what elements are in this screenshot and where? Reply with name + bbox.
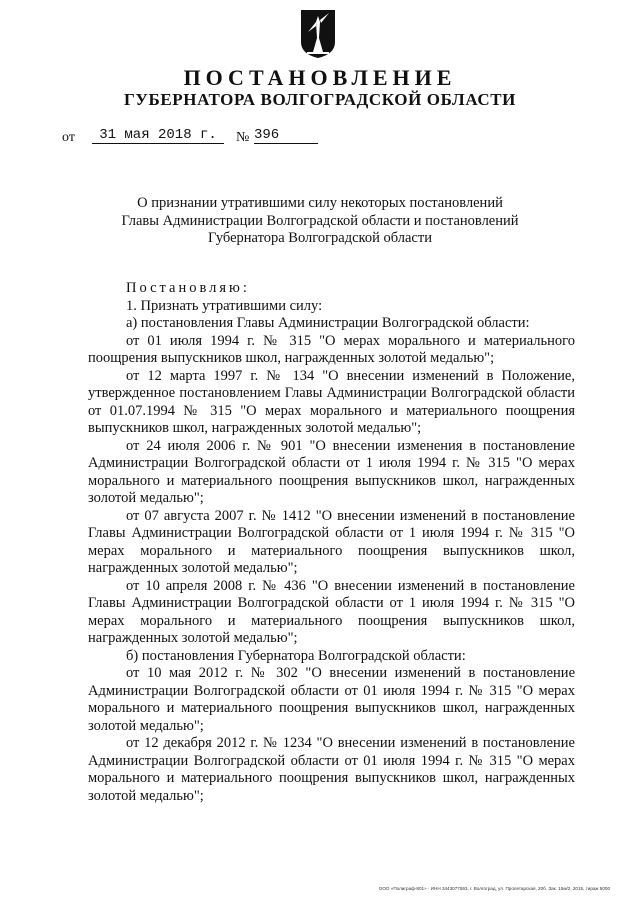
date-prefix: от [62,130,75,145]
document-subject [100,195,540,248]
list-item: от 07 августа 2007 г. № 1412 "О внесении изменений в постановление Главы Администрации Волгоградской области от 1 июля 1994 г. № 315 "О мерах морального и материального поощрения выпускников школ, награжденных золотой медалью"; [88,507,575,576]
document-body [88,280,575,805]
document-number: 396 [254,127,318,144]
printer-imprint: ООО «Полиграф-801» · ИНН 3443077593, г. Волгоград, ул. Пролетарская, 20б. Зак. 15м/2, 2015, тираж 5000 [378,886,610,891]
subclause-a-heading: а) постановления Главы Администрации Волгоградской области: [126,315,530,331]
document-date: 31 мая 2018 г. [92,127,224,144]
subclause-b-heading: б) постановления Губернатора Волгоградской области: [126,647,466,664]
document-subtitle: ГУБЕРНАТОРА ВОЛГОГРАДСКОЙ ОБЛАСТИ [124,90,516,109]
subject-line: Главы Администрации Волгоградской области и постановлений [121,212,519,229]
list-item: от 01 июля 1994 г. № 315 "О мерах морального и материального поощрения выпускников школ, награжденных золотой медалью"; [88,332,575,366]
list-item: от 10 мая 2012 г. № 302 "О внесении изменений в постановление Администрации Волгоградской области от 01 июля 1994 г. № 315 "О мерах морального и материального поощрения выпускников школ, награжденных золотой медалью"; [88,665,575,734]
clause-1: 1. Признать утратившими силу: [126,297,323,314]
resolution-lead: Постановляю: [126,280,250,296]
subject-line: Губернатора Волгоградской области [208,230,432,246]
list-item: от 24 июля 2006 г. № 901 "О внесении изменения в постановление Администрации Волгоградской области от 1 июля 1994 г. № 315 "О мерах морального и материального поощрения выпускников школ, награжденных золотой медалью"; [88,437,575,506]
volgograd-coat-of-arms-icon [299,8,337,60]
number-prefix: № [236,130,250,145]
list-item: от 10 апреля 2008 г. № 436 "О внесении изменений в постановление Главы Администрации Волгоградской области от 1 июля 1994 г. № 315 "О мерах морального и материального поощрения выпускников школ, награжденных золотой медалью"; [88,577,575,646]
list-item: от 12 декабря 2012 г. № 1234 "О внесении изменений в постановление Администрации Волгоградской области от 01 июля 1994 г. № 315 "О мерах морального и материального поощрения выпускников школ, награжденных золотой медалью"; [88,735,575,804]
document-title: ПОСТАНОВЛЕНИЕ [183,65,457,90]
list-item: от 12 марта 1997 г. № 134 "О внесении изменений в Положение, утвержденное постановлением Главы Администрации Волгоградской области от 01.07.1994 № 315 "О мерах морального и материального поощрения выпускников школ, награжденных золотой медалью"; [88,367,575,436]
document-meta [62,125,422,149]
subject-line: О признании утратившими силу некоторых постановлений [137,195,503,211]
